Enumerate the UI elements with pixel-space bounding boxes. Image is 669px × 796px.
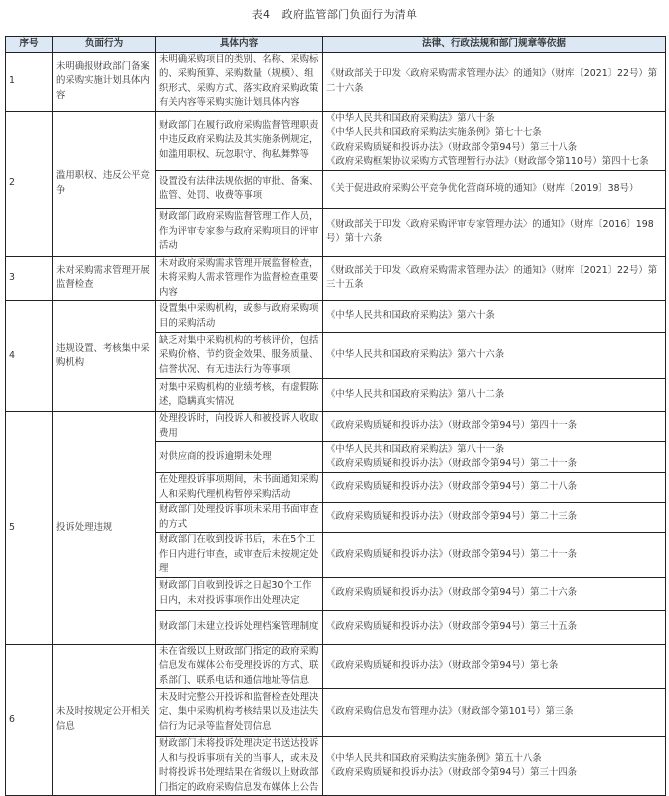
content-cell: 缺乏对集中采购机构的考核评价，包括采购价格、节约资金效果、服务质量、信誉状况、有无违法行为等事项 bbox=[156, 333, 323, 379]
basis-cell bbox=[323, 533, 666, 578]
basis-cell bbox=[323, 170, 666, 208]
content-cell: 财政部门处理投诉事项未采用书面审查的方式 bbox=[156, 503, 323, 533]
basis-line: 《政府采购质疑和投诉办法》（财政部令第94号）第七条 bbox=[326, 660, 559, 671]
basis-line: 《政府采购质疑和投诉办法》（财政部令第94号）第四十一条 bbox=[326, 420, 577, 432]
basis-cell bbox=[323, 737, 666, 796]
basis-cell bbox=[323, 577, 666, 610]
basis-line: 《财政部关于印发〈政府采购需求管理办法〉的通知》（财库〔2021〕22号）第二十六条 bbox=[326, 68, 658, 94]
basis-line: 《政府采购质疑和投诉办法》（财政部令第94号）第二十一条 bbox=[326, 548, 577, 560]
basis-cell bbox=[323, 503, 666, 533]
content-cell: 财政部门未建立投诉处理档案管理制度 bbox=[156, 610, 323, 644]
seq-cell: 6 bbox=[6, 644, 53, 796]
table-row bbox=[6, 52, 666, 111]
basis-line: 《中华人民共和国政府采购法》第六十六条 bbox=[326, 349, 505, 361]
table-title: 表4 政府监管部门负面行为清单 bbox=[251, 8, 418, 21]
header-seq: 序号 bbox=[6, 37, 53, 53]
basis-line: 《中华人民共和国政府采购法实施条例》第五十八条 bbox=[326, 752, 542, 764]
basis-cell bbox=[323, 379, 666, 412]
behavior-cell: 滥用职权、违反公平竞争 bbox=[53, 111, 156, 256]
basis-line: 《政府采购质疑和投诉办法》（财政部令第94号）第二十一条 bbox=[326, 458, 577, 469]
basis-cell bbox=[323, 333, 666, 379]
basis-cell bbox=[323, 610, 666, 644]
basis-cell bbox=[323, 473, 666, 503]
basis-line: 《中华人民共和国政府采购法》第八十一条 bbox=[326, 443, 505, 455]
table-row bbox=[6, 644, 666, 689]
content-cell: 财政部门在收到投诉书后，未在5个工作日内进行审查，或审查后未按规定处理 bbox=[156, 533, 323, 578]
content-cell: 未在省级以上财政部门指定的政府采购信息发布媒体公布受理投诉的方式、联系部门、联系电话和通信地址等信息 bbox=[156, 644, 323, 689]
basis-line: 《财政部关于印发〈政府采购需求管理办法〉的通知》（财库〔2021〕22号）第三十五条 bbox=[326, 264, 658, 291]
basis-cell bbox=[323, 412, 666, 442]
seq-cell: 3 bbox=[6, 256, 53, 301]
header-basis: 法律、行政法规和部门规章等依据 bbox=[323, 37, 666, 53]
basis-line: 《政府采购质疑和投诉办法》（财政部令第94号）第三十四条 bbox=[326, 767, 577, 778]
content-cell: 财政部门未将投诉处理决定书送达投诉人和与投诉事项有关的当事人，或未及时将投诉书处理结果在省级以上财政部门指定的政府采购信息发布媒体上公告 bbox=[156, 737, 323, 796]
basis-line: 《政府采购质疑和投诉办法》（财政部令第94号）第二十六条 bbox=[326, 587, 577, 599]
content-cell: 未及时完整公开投诉和监督检查处理决定、集中采购机构考核结果以及违法失信行为记录等监督处罚信息 bbox=[156, 689, 323, 737]
basis-cell bbox=[323, 644, 666, 689]
table-row bbox=[6, 301, 666, 333]
basis-line: 《财政部关于印发〈政府采购评审专家管理办法〉的通知》（财库〔2016〕198号）第十六条 bbox=[326, 218, 654, 244]
content-cell: 在处理投诉事项期间，未书面通知采购人和采购代理机构暂停采购活动 bbox=[156, 473, 323, 503]
behavior-cell: 未明确报财政部门备案的采购实施计划具体内容 bbox=[53, 52, 156, 111]
content-cell: 财政部门在履行政府采购监督管理职责中违反政府采购法及其实施条例规定，如滥用职权、玩忽职守、徇私舞弊等 bbox=[156, 111, 323, 170]
behavior-cell: 未及时按规定公开相关信息 bbox=[53, 644, 156, 796]
content-cell: 对供应商的投诉逾期未处理 bbox=[156, 442, 323, 473]
basis-line: 《中华人民共和国政府采购法》第六十条 bbox=[326, 310, 495, 322]
content-cell: 未对政府采购需求管理开展监督检查，未将采购人需求管理作为监督检查重要内容 bbox=[156, 256, 323, 301]
negative-behavior-table bbox=[5, 36, 666, 796]
basis-cell bbox=[323, 442, 666, 473]
seq-cell: 5 bbox=[6, 412, 53, 645]
seq-cell: 4 bbox=[6, 301, 53, 412]
behavior-cell: 投诉处理违规 bbox=[53, 412, 156, 645]
behavior-cell: 违规设置、考核集中采购机构 bbox=[53, 301, 156, 412]
header-behavior: 负面行为 bbox=[53, 37, 156, 53]
basis-cell bbox=[323, 208, 666, 256]
basis-line: 《政府采购信息发布管理办法》（财政部令第101号）第三条 bbox=[326, 706, 574, 718]
basis-line: 《政府采购质疑和投诉办法》（财政部令第94号）第三十八条 bbox=[326, 141, 577, 153]
behavior-cell: 未对采购需求管理开展监督检查 bbox=[53, 256, 156, 301]
table-row bbox=[6, 412, 666, 442]
basis-cell bbox=[323, 111, 666, 170]
basis-line: 《中华人民共和国政府采购法实施条例》第七十七条 bbox=[326, 127, 542, 138]
basis-line: 《中华人民共和国政府采购法》第八十二条 bbox=[326, 388, 505, 400]
header-content: 具体内容 bbox=[156, 37, 323, 53]
basis-line: 《政府采购质疑和投诉办法》（财政部令第94号）第二十八条 bbox=[326, 481, 577, 493]
content-cell: 处理投诉时，向投诉人和被投诉人收取费用 bbox=[156, 412, 323, 442]
basis-line: 《关于促进政府采购公平竞争优化营商环境的通知》（财库〔2019〕38号） bbox=[326, 182, 639, 194]
content-cell: 财政部门自收到投诉之日起30个工作日内，未对投诉事项作出处理决定 bbox=[156, 577, 323, 610]
content-cell: 设置集中采购机构，或参与政府采购项目的采购活动 bbox=[156, 301, 323, 333]
basis-cell bbox=[323, 256, 666, 301]
table-row bbox=[6, 256, 666, 301]
seq-cell: 1 bbox=[6, 52, 53, 111]
basis-line: 《政府采购质疑和投诉办法》（财政部令第94号）第二十三条 bbox=[326, 511, 577, 523]
content-cell: 未明确采购项目的类别、名称、采购标的、采购预算、采购数量（规模）、组织形式、采购方式、落实政府采购政策有关内容等采购实施计划具体内容 bbox=[156, 52, 323, 111]
table-row bbox=[6, 111, 666, 170]
basis-line: 《政府采购框架协议采购方式管理暂行办法》（财政部令第110号）第四十七条 bbox=[326, 156, 649, 167]
content-cell: 对集中采购机构的业绩考核，有虚假陈述，隐瞒真实情况 bbox=[156, 379, 323, 412]
basis-line: 《中华人民共和国政府采购法》第八十条 bbox=[326, 112, 495, 124]
content-cell: 财政部门政府采购监督管理工作人员，作为评审专家参与政府采购项目的评审活动 bbox=[156, 208, 323, 256]
basis-line: 《政府采购质疑和投诉办法》（财政部令第94号）第三十五条 bbox=[326, 620, 577, 632]
content-cell: 设置没有法律法规依据的审批、备案、监管、处罚、收费等事项 bbox=[156, 170, 323, 208]
basis-cell bbox=[323, 52, 666, 111]
table-header-row bbox=[6, 37, 666, 53]
basis-cell bbox=[323, 301, 666, 333]
basis-cell bbox=[323, 689, 666, 737]
seq-cell: 2 bbox=[6, 111, 53, 256]
